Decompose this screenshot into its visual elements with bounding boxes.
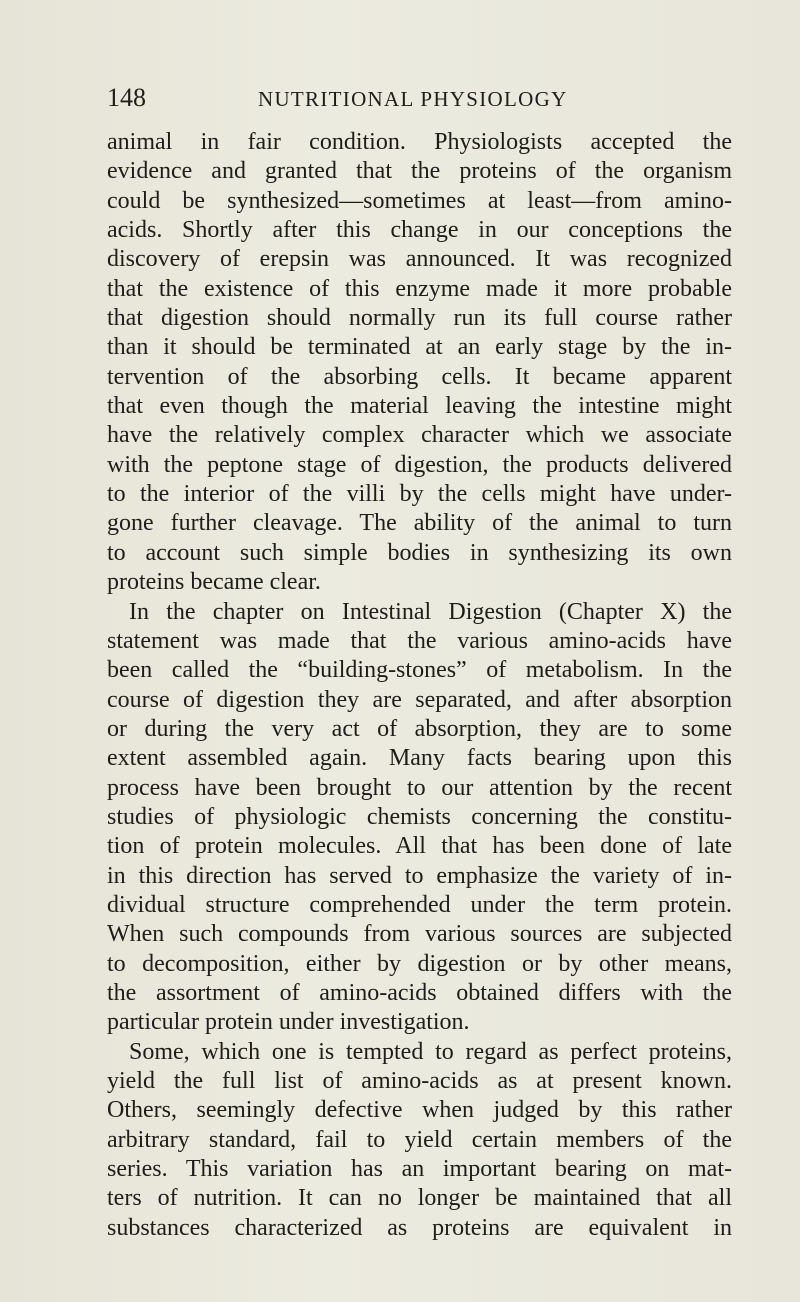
text-line: particular protein under investigation.	[107, 1009, 470, 1036]
text-line: or during the very act of absorption, they are to some	[107, 715, 732, 742]
text-line: evidence and granted that the proteins of the organism	[107, 158, 732, 185]
text-line: than it should be terminated at an early stage by the in-	[107, 334, 732, 361]
text-line: in this direction has served to emphasize the variety of in-	[107, 862, 732, 889]
text-line: arbitrary standard, fail to yield certain members of the	[107, 1126, 732, 1153]
text-line: that the existence of this enzyme made it more probable	[107, 275, 732, 302]
text-line: been called the “building-stones” of metabolism. In the	[107, 657, 732, 684]
text-line: that digestion should normally run its full course rather	[107, 305, 732, 332]
text-line: the assortment of amino-acids obtained differs with the	[107, 979, 732, 1006]
text-line: discovery of erepsin was announced. It was recognized	[107, 246, 732, 273]
text-line: proteins became clear.	[107, 569, 321, 596]
text-line: could be synthesized—sometimes at least—from amino-	[107, 187, 732, 214]
text-line: course of digestion they are separated, and after absorption	[107, 686, 732, 713]
text-line: acids. Shortly after this change in our conceptions the	[107, 217, 732, 244]
text-line: that even though the material leaving the intestine might	[107, 393, 732, 420]
text-line: with the peptone stage of digestion, the products delivered	[107, 451, 732, 478]
text-line: When such compounds from various sources are subjected	[107, 921, 732, 948]
text-line: Some, which one is tempted to regard as perfect proteins,	[129, 1038, 732, 1065]
text-line: Others, seemingly defective when judged by this rather	[107, 1097, 732, 1124]
text-line: extent assembled again. Many facts bearing upon this	[107, 745, 732, 772]
running-title: NUTRITIONAL PHYSIOLOGY	[258, 87, 568, 111]
text-line: statement was made that the various amino-acids have	[107, 627, 732, 654]
text-line: have the relatively complex character which we associate	[107, 422, 732, 449]
text-line: tion of protein molecules. All that has been done of late	[107, 833, 732, 860]
text-line: yield the full list of amino-acids as at present known.	[107, 1068, 732, 1094]
text-line: animal in fair condition. Physiologists accepted the	[107, 129, 732, 155]
text-line: gone further cleavage. The ability of the animal to turn	[107, 510, 732, 537]
text-line: dividual structure comprehended under the term protein.	[107, 891, 732, 918]
text-line: to decomposition, either by digestion or by other means,	[107, 950, 732, 977]
page-header	[107, 84, 732, 112]
text-line: to the interior of the villi by the cells might have under-	[107, 481, 732, 508]
body-text	[107, 128, 732, 1243]
text-line: substances characterized as proteins are equivalent in	[107, 1214, 732, 1241]
text-line: tervention of the absorbing cells. It became apparent	[107, 363, 732, 390]
text-line: In the chapter on Intestinal Digestion (Chapter X) the	[129, 598, 732, 625]
text-line: to account such simple bodies in synthesizing its own	[107, 539, 732, 566]
page-number: 148	[107, 83, 146, 112]
text-line: ters of nutrition. It can no longer be maintained that all	[107, 1185, 732, 1212]
text-line: studies of physiologic chemists concerning the constitu-	[107, 803, 732, 830]
text-line: series. This variation has an important bearing on mat-	[107, 1156, 732, 1183]
text-line: process have been brought to our attention by the recent	[107, 774, 732, 801]
